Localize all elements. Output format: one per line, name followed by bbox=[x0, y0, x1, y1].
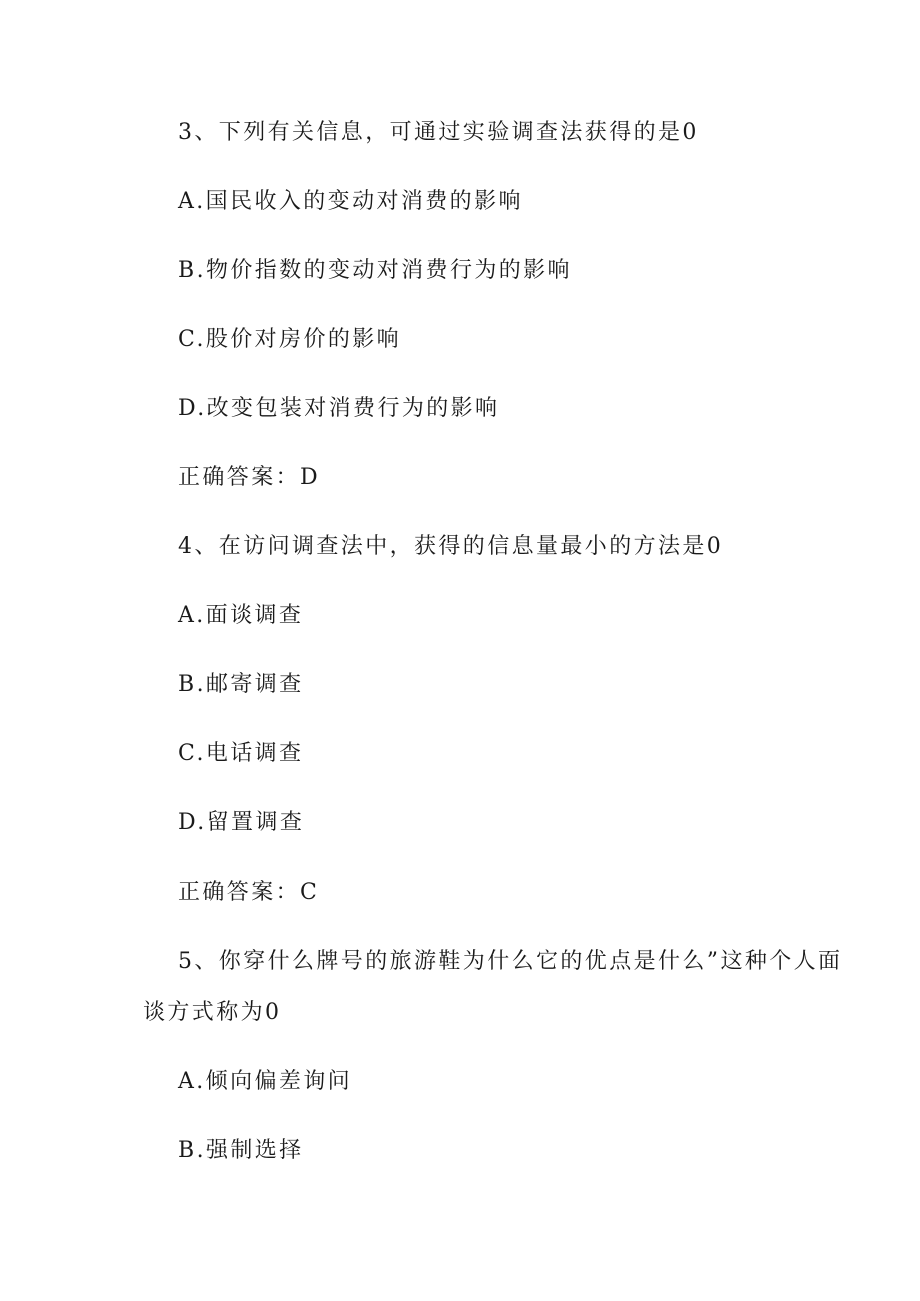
question-3-option-b: B.物价指数的变动对消费行为的影响 bbox=[178, 258, 572, 283]
question-4-stem: 4、在访问调查法中，获得的信息量最小的方法是0 bbox=[178, 534, 724, 559]
question-5-stem-line-1: 5、你穿什么牌号的旅游鞋为什么它的优点是什么”这种个人面 bbox=[178, 949, 843, 974]
question-5-stem-line-2: 谈方式称为0 bbox=[143, 1000, 282, 1025]
question-5-option-a: A.倾向偏差询问 bbox=[178, 1069, 353, 1094]
question-3-option-d: D.改变包装对消费行为的影响 bbox=[178, 396, 500, 421]
question-4-option-d: D.留置调查 bbox=[178, 810, 305, 835]
question-4-option-c: C.电话调查 bbox=[178, 741, 304, 766]
question-4-option-a: A.面谈调查 bbox=[178, 603, 304, 628]
question-3-stem: 3、下列有关信息，可通过实验调查法获得的是0 bbox=[178, 120, 699, 145]
question-5-option-b: B.强制选择 bbox=[178, 1138, 304, 1163]
question-3-option-a: A.国民收入的变动对消费的影响 bbox=[178, 189, 523, 214]
question-4-answer: 正确答案：C bbox=[178, 880, 320, 905]
question-3-option-c: C.股价对房价的影响 bbox=[178, 327, 402, 352]
question-3-answer: 正确答案：D bbox=[178, 465, 321, 490]
question-4-option-b: B.邮寄调查 bbox=[178, 672, 304, 697]
